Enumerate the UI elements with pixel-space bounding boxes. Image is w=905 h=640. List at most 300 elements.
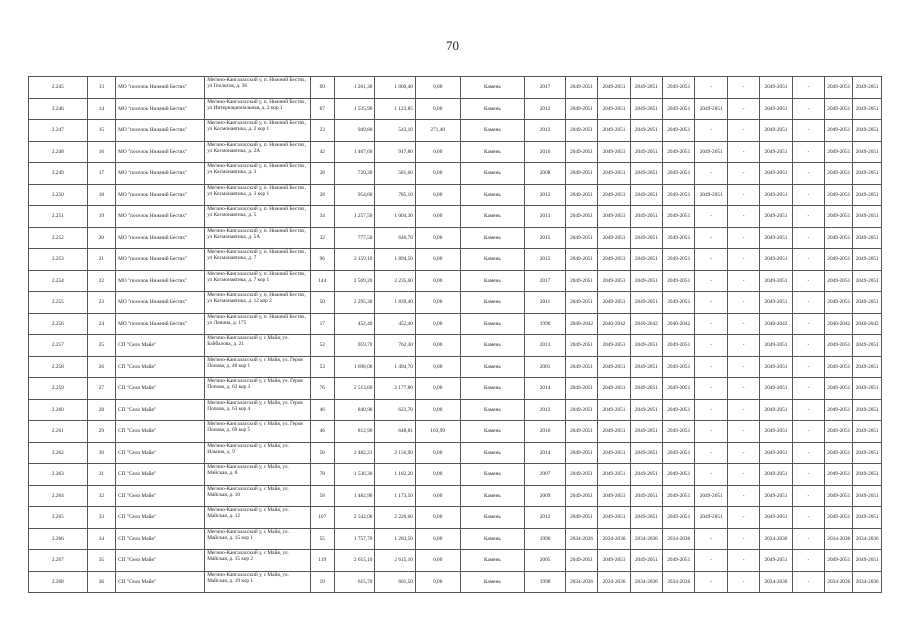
work-period-6: -	[727, 485, 759, 507]
work-period-3: 2049-2051	[630, 442, 662, 464]
work-period-6: -	[727, 163, 759, 185]
area-residential: 1 182,20	[375, 464, 416, 486]
work-period-8: -	[792, 399, 824, 421]
wall-material: Камень	[460, 464, 525, 486]
work-period-4: 2049-2051	[663, 442, 695, 464]
work-period-5: -	[695, 270, 727, 292]
area-nonresidential: 0,00	[415, 313, 460, 335]
work-period-10: 2049-2051	[853, 163, 882, 185]
work-period-9: 2049-2051	[825, 77, 853, 99]
work-period-1: 2040-2042	[565, 313, 597, 335]
work-period-4: 2040-2042	[663, 313, 695, 335]
table-row	[29, 184, 882, 206]
work-period-2: 2049-2051	[598, 292, 630, 314]
work-period-10: 2049-2051	[853, 206, 882, 228]
work-period-10: 2049-2051	[853, 120, 882, 142]
table-row	[29, 421, 882, 443]
work-period-9: 2049-2051	[825, 421, 853, 443]
work-period-6: -	[727, 528, 759, 550]
wall-material: Камень	[460, 227, 525, 249]
house-index: 36	[87, 571, 115, 593]
year-built: 2009	[525, 485, 566, 507]
work-period-5: -	[695, 292, 727, 314]
table-row	[29, 206, 882, 228]
area-residential: 452,40	[375, 313, 416, 335]
work-period-8: -	[792, 528, 824, 550]
area-total: 1 482,90	[334, 485, 375, 507]
address-cell: Мегино-Кангаласский у, с Майя, ул. Героя Попова, д. 63 кор 3	[205, 378, 310, 400]
work-period-10: 2034-2036	[853, 528, 882, 550]
work-period-3: 2049-2051	[630, 270, 662, 292]
work-period-7: 2049-2051	[760, 335, 792, 357]
work-period-1: 2049-2051	[565, 184, 597, 206]
work-period-8: -	[792, 442, 824, 464]
house-index: 23	[87, 292, 115, 314]
work-period-9: 2034-2036	[825, 571, 853, 593]
address-cell: Мегино-Кангаласский у, с Майя, ул. Героя Попова, д. 69 кор 5	[205, 421, 310, 443]
work-period-8: -	[792, 485, 824, 507]
work-period-9: 2049-2051	[825, 270, 853, 292]
work-period-3: 2049-2051	[630, 120, 662, 142]
area-residential: 917,80	[375, 141, 416, 163]
row-number: 2.251	[29, 206, 88, 228]
address-cell: Мегино-Кангаласский у, с Майя, ул. Ильина, д. 9	[205, 442, 310, 464]
area-total: 1 467,60	[334, 141, 375, 163]
area-nonresidential: 0,00	[415, 163, 460, 185]
work-period-1: 2049-2051	[565, 292, 597, 314]
flats-count: 144	[310, 270, 334, 292]
table-row	[29, 507, 882, 529]
work-period-10: 2049-2051	[853, 98, 882, 120]
house-index: 22	[87, 270, 115, 292]
work-period-10: 2049-2051	[853, 249, 882, 271]
work-period-5: -	[695, 528, 727, 550]
work-period-2: 2049-2051	[598, 356, 630, 378]
area-residential: 601,50	[375, 571, 416, 593]
area-nonresidential: 0,00	[415, 507, 460, 529]
year-built: 2016	[525, 421, 566, 443]
work-period-4: 2049-2051	[663, 184, 695, 206]
row-number: 2.262	[29, 442, 88, 464]
table-row	[29, 270, 882, 292]
wall-material: Камень	[460, 77, 525, 99]
year-built: 1990	[525, 313, 566, 335]
table-row	[29, 399, 882, 421]
address-cell: Мегино-Кангаласский у, п. Нижний Бестях, ул Космонавтика, д. 2 кор 1	[205, 120, 310, 142]
flats-count: 17	[310, 313, 334, 335]
work-period-7: 2049-2051	[760, 120, 792, 142]
work-period-1: 2049-2051	[565, 120, 597, 142]
area-total: 2 542,00	[334, 507, 375, 529]
year-built: 2013	[525, 399, 566, 421]
work-period-3: 2049-2051	[630, 163, 662, 185]
work-period-4: 2049-2051	[663, 485, 695, 507]
work-period-2: 2049-2051	[598, 141, 630, 163]
work-period-3: 2049-2051	[630, 464, 662, 486]
work-period-7: 2049-2051	[760, 163, 792, 185]
work-period-10: 2049-2051	[853, 270, 882, 292]
work-period-9: 2049-2051	[825, 98, 853, 120]
work-period-10: 2049-2051	[853, 421, 882, 443]
year-built: 2012	[525, 98, 566, 120]
year-built: 2011	[525, 292, 566, 314]
table-row	[29, 356, 882, 378]
work-period-4: 2049-2051	[663, 335, 695, 357]
work-period-9: 2049-2051	[825, 249, 853, 271]
address-cell: Мегино-Кангаласский у, п. Нижний Бестях, ул Космонавтика, д. 2А	[205, 141, 310, 163]
work-period-8: -	[792, 163, 824, 185]
work-period-1: 2049-2051	[565, 249, 597, 271]
work-period-9: 2049-2051	[825, 442, 853, 464]
row-number: 2.256	[29, 313, 88, 335]
wall-material: Камень	[460, 485, 525, 507]
year-built: 2008	[525, 163, 566, 185]
area-total: 2 295,30	[334, 292, 375, 314]
work-period-4: 2049-2051	[663, 141, 695, 163]
address-cell: Мегино-Кангаласский у, п. Нижний Бестях, ул Космонавтика, д. 12 кор 2	[205, 292, 310, 314]
work-period-8: -	[792, 356, 824, 378]
work-period-6: -	[727, 206, 759, 228]
flats-count: 55	[310, 528, 334, 550]
work-period-4: 2049-2051	[663, 399, 695, 421]
work-period-8: -	[792, 249, 824, 271]
area-total: 615,70	[334, 571, 375, 593]
area-residential: 623,70	[375, 399, 416, 421]
work-period-6: -	[727, 292, 759, 314]
area-nonresidential: 0,00	[415, 141, 460, 163]
address-cell: Мегино-Кангаласский у, с Майя, ул. Майская, д. 8	[205, 464, 310, 486]
work-period-5: -	[695, 77, 727, 99]
year-built: 2012	[525, 184, 566, 206]
area-total: 720,30	[334, 163, 375, 185]
work-period-8: -	[792, 292, 824, 314]
work-period-7: 2040-2042	[760, 313, 792, 335]
work-period-8: -	[792, 507, 824, 529]
work-period-10: 2049-2051	[853, 550, 882, 572]
row-number: 2.261	[29, 421, 88, 443]
year-built: 1998	[525, 571, 566, 593]
row-number: 2.260	[29, 399, 88, 421]
work-period-4: 2049-2051	[663, 421, 695, 443]
flats-count: 52	[310, 335, 334, 357]
work-period-5: 2049-2051	[695, 141, 727, 163]
house-index: 35	[87, 550, 115, 572]
area-total: 840,90	[334, 399, 375, 421]
work-period-2: 2049-2051	[598, 184, 630, 206]
work-period-3: 2049-2051	[630, 249, 662, 271]
work-period-5: 2049-2051	[695, 507, 727, 529]
work-period-6: -	[727, 335, 759, 357]
row-number: 2.245	[29, 77, 88, 99]
work-period-10: 2049-2051	[853, 335, 882, 357]
wall-material: Камень	[460, 356, 525, 378]
area-total: 1 757,70	[334, 528, 375, 550]
work-period-1: 2049-2051	[565, 485, 597, 507]
year-built: 2001	[525, 356, 566, 378]
area-total: 1 536,30	[334, 464, 375, 486]
area-nonresidential: 0,00	[415, 270, 460, 292]
work-period-9: 2040-2042	[825, 313, 853, 335]
area-nonresidential: 0,00	[415, 335, 460, 357]
area-residential: 1 283,50	[375, 528, 416, 550]
work-period-3: 2049-2051	[630, 77, 662, 99]
work-period-4: 2034-2036	[663, 571, 695, 593]
page-number: 70	[446, 38, 459, 53]
work-period-7: 2049-2051	[760, 485, 792, 507]
work-period-2: 2049-2051	[598, 399, 630, 421]
work-period-1: 2049-2051	[565, 399, 597, 421]
work-period-9: 2049-2051	[825, 184, 853, 206]
work-period-1: 2049-2051	[565, 356, 597, 378]
house-index: 30	[87, 442, 115, 464]
area-total: 2 513,60	[334, 378, 375, 400]
house-index: 26	[87, 356, 115, 378]
area-residential: 785,10	[375, 184, 416, 206]
address-cell: Мегино-Кангаласский у, п. Нижний Бестях, ул Космонавтика, д. 7 кор 1	[205, 270, 310, 292]
year-built: 2014	[525, 378, 566, 400]
house-index: 31	[87, 464, 115, 486]
work-period-9: 2049-2051	[825, 206, 853, 228]
work-period-6: -	[727, 464, 759, 486]
owner-cell: МО "поселок Нижний Бестях"	[116, 184, 205, 206]
wall-material: Камень	[460, 550, 525, 572]
wall-material: Камень	[460, 421, 525, 443]
flats-count: 50	[310, 292, 334, 314]
work-period-9: 2049-2051	[825, 227, 853, 249]
work-period-6: -	[727, 249, 759, 271]
area-total: 2 482,21	[334, 442, 375, 464]
work-period-1: 2049-2051	[565, 141, 597, 163]
work-period-10: 2034-2036	[853, 571, 882, 593]
work-period-4: 2049-2051	[663, 378, 695, 400]
work-period-6: -	[727, 399, 759, 421]
wall-material: Камень	[460, 163, 525, 185]
table-row	[29, 485, 882, 507]
row-number: 2.255	[29, 292, 88, 314]
area-nonresidential: 0,00	[415, 98, 460, 120]
area-nonresidential: 0,00	[415, 206, 460, 228]
row-number: 2.248	[29, 141, 88, 163]
row-number: 2.253	[29, 249, 88, 271]
area-residential: 1 000,40	[375, 77, 416, 99]
work-period-5: -	[695, 550, 727, 572]
table-row	[29, 249, 882, 271]
flats-count: 28	[310, 184, 334, 206]
flats-count: 23	[310, 120, 334, 142]
owner-cell: МО "поселок Нижний Бестях"	[116, 206, 205, 228]
area-nonresidential: 0,00	[415, 292, 460, 314]
address-cell: Мегино-Кангаласский у, п. Нижний Бестях, ул Интернациональная, д. 2 кор 1	[205, 98, 310, 120]
area-residential: 2 615,10	[375, 550, 416, 572]
year-built: 1990	[525, 528, 566, 550]
work-period-2: 2049-2051	[598, 98, 630, 120]
row-number: 2.267	[29, 550, 88, 572]
flats-count: 28	[310, 163, 334, 185]
work-period-2: 2049-2051	[598, 249, 630, 271]
work-period-6: -	[727, 120, 759, 142]
wall-material: Камень	[460, 249, 525, 271]
work-period-9: 2049-2051	[825, 120, 853, 142]
area-nonresidential: 0,00	[415, 464, 460, 486]
flats-count: 56	[310, 442, 334, 464]
house-index: 34	[87, 528, 115, 550]
table-row	[29, 98, 882, 120]
address-cell: Мегино-Кангаласский у, п. Нижний Бестях, ул Космонавтика, д. 7	[205, 249, 310, 271]
table-row	[29, 77, 882, 99]
work-period-7: 2049-2051	[760, 550, 792, 572]
work-period-10: 2049-2051	[853, 77, 882, 99]
area-residential: 1 123,85	[375, 98, 416, 120]
table-row	[29, 227, 882, 249]
work-period-4: 2049-2051	[663, 270, 695, 292]
work-period-5: -	[695, 421, 727, 443]
area-nonresidential: 0,00	[415, 571, 460, 593]
year-built: 2013	[525, 206, 566, 228]
table-row	[29, 120, 882, 142]
flats-count: 76	[310, 378, 334, 400]
work-period-1: 2049-2051	[565, 442, 597, 464]
row-number: 2.258	[29, 356, 88, 378]
work-period-6: -	[727, 270, 759, 292]
flats-count: 78	[310, 464, 334, 486]
work-period-3: 2034-2036	[630, 528, 662, 550]
address-cell: Мегино-Кангаласский у, с Майя, ул. Майская, д. 10	[205, 485, 310, 507]
work-period-7: 2034-2036	[760, 571, 792, 593]
owner-cell: МО "поселок Нижний Бестях"	[116, 292, 205, 314]
table-row	[29, 378, 882, 400]
work-period-10: 2049-2051	[853, 464, 882, 486]
work-period-3: 2049-2051	[630, 292, 662, 314]
owner-cell: МО "поселок Нижний Бестях"	[116, 98, 205, 120]
flats-count: 58	[310, 485, 334, 507]
area-nonresidential: 0,00	[415, 485, 460, 507]
work-period-6: -	[727, 507, 759, 529]
work-period-1: 2049-2051	[565, 227, 597, 249]
work-period-3: 2049-2051	[630, 507, 662, 529]
work-period-3: 2049-2051	[630, 550, 662, 572]
address-cell: Мегино-Кангаласский у, с Майя, ул. Героя Попова, д. 40 кор 1	[205, 356, 310, 378]
work-period-1: 2049-2051	[565, 270, 597, 292]
owner-cell: СП "Село Майя"	[116, 464, 205, 486]
work-period-2: 2034-2036	[598, 528, 630, 550]
work-period-8: -	[792, 421, 824, 443]
work-period-3: 2049-2051	[630, 399, 662, 421]
work-period-7: 2049-2051	[760, 356, 792, 378]
row-number: 2.259	[29, 378, 88, 400]
work-period-8: -	[792, 184, 824, 206]
owner-cell: МО "поселок Нижний Бестях"	[116, 120, 205, 142]
work-period-5: -	[695, 399, 727, 421]
table-row	[29, 335, 882, 357]
work-period-2: 2049-2051	[598, 335, 630, 357]
area-nonresidential: 0,00	[415, 442, 460, 464]
house-index: 17	[87, 163, 115, 185]
work-period-3: 2049-2051	[630, 421, 662, 443]
work-period-9: 2049-2051	[825, 335, 853, 357]
area-total: 954,60	[334, 184, 375, 206]
work-period-1: 2049-2051	[565, 77, 597, 99]
area-nonresidential: 0,00	[415, 356, 460, 378]
work-period-9: 2049-2051	[825, 507, 853, 529]
address-cell: Мегино-Кангаласский у, п. Нижний Бестях, ул Космонавтика, д. 5А	[205, 227, 310, 249]
work-period-3: 2049-2051	[630, 98, 662, 120]
area-total: 1 261,30	[334, 77, 375, 99]
area-nonresidential: 0,00	[415, 550, 460, 572]
area-nonresidential: 271,40	[415, 120, 460, 142]
flats-count: 69	[310, 77, 334, 99]
table-row	[29, 464, 882, 486]
work-period-3: 2049-2051	[630, 485, 662, 507]
work-period-8: -	[792, 378, 824, 400]
work-period-1: 2049-2051	[565, 378, 597, 400]
address-cell: Мегино-Кангаласский у, п. Нижний Бестях, ул Ленина, д. 175	[205, 313, 310, 335]
work-period-9: 2049-2051	[825, 141, 853, 163]
house-index: 21	[87, 249, 115, 271]
house-index: 32	[87, 485, 115, 507]
work-period-6: -	[727, 356, 759, 378]
work-period-8: -	[792, 270, 824, 292]
house-index: 18	[87, 184, 115, 206]
work-period-9: 2049-2051	[825, 550, 853, 572]
area-residential: 2 235,60	[375, 270, 416, 292]
owner-cell: СП "Село Майя"	[116, 485, 205, 507]
year-built: 2013	[525, 120, 566, 142]
work-period-8: -	[792, 77, 824, 99]
work-period-2: 2049-2051	[598, 507, 630, 529]
address-cell: Мегино-Кангаласский у, с Майя, ул. Майская, д. 15 кор 2	[205, 550, 310, 572]
area-residential: 1 173,50	[375, 485, 416, 507]
work-period-10: 2049-2051	[853, 399, 882, 421]
work-period-7: 2049-2051	[760, 399, 792, 421]
owner-cell: МО "поселок Нижний Бестях"	[116, 270, 205, 292]
area-nonresidential: 0,00	[415, 399, 460, 421]
area-total: 1 698,00	[334, 356, 375, 378]
row-number: 2.266	[29, 528, 88, 550]
house-index: 20	[87, 227, 115, 249]
year-built: 2007	[525, 464, 566, 486]
area-residential: 543,10	[375, 120, 416, 142]
work-period-7: 2049-2051	[760, 292, 792, 314]
work-period-9: 2034-2036	[825, 528, 853, 550]
work-period-2: 2049-2051	[598, 550, 630, 572]
work-period-4: 2049-2051	[663, 464, 695, 486]
work-period-10: 2049-2051	[853, 378, 882, 400]
work-period-4: 2049-2051	[663, 507, 695, 529]
wall-material: Камень	[460, 399, 525, 421]
row-number: 2.249	[29, 163, 88, 185]
work-period-3: 2049-2051	[630, 206, 662, 228]
work-period-5: -	[695, 249, 727, 271]
work-period-2: 2049-2051	[598, 77, 630, 99]
work-period-4: 2049-2051	[663, 227, 695, 249]
flats-count: 53	[310, 356, 334, 378]
owner-cell: СП "Село Майя"	[116, 399, 205, 421]
area-residential: 762,30	[375, 335, 416, 357]
work-period-6: -	[727, 550, 759, 572]
work-period-7: 2049-2051	[760, 98, 792, 120]
wall-material: Камень	[460, 335, 525, 357]
wall-material: Камень	[460, 528, 525, 550]
area-residential: 1 004,30	[375, 206, 416, 228]
flats-count: 119	[310, 550, 334, 572]
owner-cell: МО "поселок Нижний Бестях"	[116, 163, 205, 185]
work-period-5: 2049-2051	[695, 485, 727, 507]
work-period-6: -	[727, 421, 759, 443]
work-period-6: -	[727, 442, 759, 464]
work-period-2: 2049-2051	[598, 464, 630, 486]
work-period-3: 2034-2036	[630, 571, 662, 593]
work-period-6: -	[727, 98, 759, 120]
